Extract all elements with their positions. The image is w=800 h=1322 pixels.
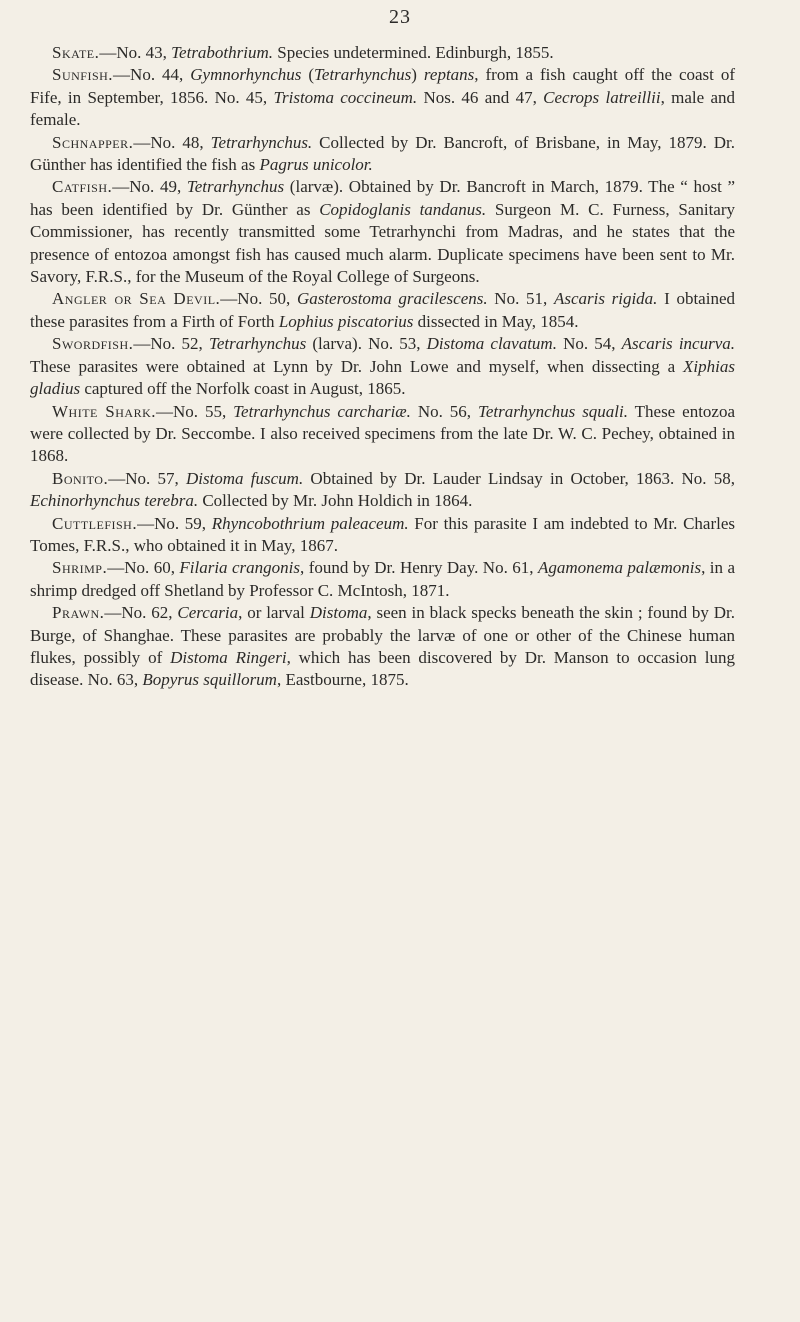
entry-heading: Bonito. [52, 468, 109, 488]
species-name: Gymnorhynchus [190, 65, 302, 85]
entry-text: —No. 48, [133, 132, 211, 152]
entry-text: , which has been discovered by Dr. Manson to occasion lung disease. No. 63, [30, 647, 735, 690]
species-name: Tetrarhynchus [186, 177, 285, 197]
page-number: 23 [389, 6, 411, 28]
entry-text: —No. 57, [108, 468, 186, 488]
entry-text: Species undetermined. Edinburgh, 1855. [273, 43, 554, 62]
species-name: Tetrarhynchus [208, 334, 307, 354]
entry-text: These entozoa were collected by Dr. Seccombe. I also received specimens from the late Dr. W. C. Pechey, obtained in 1868. [30, 401, 736, 466]
species-name: Tristoma coccineum. [273, 87, 418, 107]
entry-text: —No. 52, [133, 334, 209, 354]
entry-heading: Schnapper. [52, 132, 134, 152]
entry-text: —No. 50, [220, 289, 297, 309]
entry-text: , Eastbourne, 1875. [276, 670, 409, 690]
entry-heading: Shrimp. [52, 558, 108, 578]
entry-text: captured off the Norfolk coast in August, 1865. [80, 379, 406, 399]
species-name: Ascaris rigida. [553, 289, 658, 309]
species-name: Distoma fuscum. [185, 468, 304, 488]
species-name: Tetrarhynchus carchariæ. [233, 401, 411, 421]
species-name: Tetrarhynchus squali. [477, 401, 629, 421]
entry-text: No. 56, [410, 401, 478, 421]
species-name: Pagrus unicolor. [259, 155, 373, 175]
entry-text: , found by Dr. Henry Day. No. 61, [300, 558, 538, 578]
entry-heading: Prawn. [52, 603, 105, 623]
species-name: Cecrops latreillii [543, 87, 661, 107]
entry-text: , from a fish caught off the coast of Fife, in September, 1856. No. 45, [30, 65, 735, 107]
entry-angler [30, 288, 735, 333]
entry-heading: White Shark. [52, 401, 157, 421]
species-name: Lophius piscatorius [278, 311, 414, 331]
species-name: Tetrabothrium. [171, 43, 274, 62]
body-text [30, 42, 735, 692]
entry-heading: Swordfish. [52, 334, 134, 354]
entry-text: ( [301, 65, 314, 85]
entry-text: (larva). No. 53, [306, 334, 427, 354]
entry-white-shark [30, 401, 735, 468]
species-name: Distoma Ringeri [170, 647, 287, 667]
entry-text: (larvæ). Obtained by Dr. Bancroft in March, 1879. The “ host ” has been identified by Dr. Günther as [30, 177, 736, 219]
entry-heading: Skate. [52, 43, 100, 62]
entry-text: , seen in black specks beneath the skin ; found by Dr. Burge, of Shanghae. These parasites are probably the larvæ of one or other of the Chinese human flukes, possibly of [30, 603, 735, 667]
species-name: Filaria crangonis [179, 558, 301, 578]
entry-heading: Cuttlefish. [52, 513, 138, 533]
species-name: Echinorhynchus terebra. [30, 491, 199, 511]
entry-text: —No. 60, [107, 558, 180, 578]
species-name: Agamonema palæmonis [537, 558, 702, 578]
entry-text: These parasites were obtained at Lynn by Dr. John Lowe and myself, when dissecting a [30, 356, 684, 376]
entry-sunfish [30, 64, 735, 131]
entry-text: —No. 59, [137, 513, 212, 533]
entry-text: Nos. 46 and 47, [417, 87, 544, 107]
species-name: Distoma [309, 603, 368, 623]
entry-heading: Sunfish. [52, 65, 114, 85]
entry-text: , or larval [238, 603, 310, 623]
species-name: Copidoglanis tandanus. [319, 199, 487, 219]
entry-swordfish [30, 333, 735, 400]
entry-text: dissected in May, 1854. [413, 311, 579, 331]
entry-heading: Angler or Sea Devil. [52, 289, 221, 309]
entry-schnapper [30, 132, 735, 177]
entry-bonito [30, 468, 735, 513]
species-name: Tetrarhynchus. [210, 132, 313, 152]
entry-text: For this parasite I am indebted to Mr. Charles Tomes, F.R.S., who obtained it in May, 1867. [30, 513, 735, 555]
entry-text: Collected by Mr. John Holdich in 1864. [198, 491, 473, 511]
entry-shrimp [30, 557, 735, 602]
species-name: Bopyrus squillorum [142, 670, 277, 690]
species-name: Rhyncobothrium paleaceum. [211, 513, 409, 533]
entry-text: —No. 43, [99, 43, 172, 62]
entry-text: No. 51, [487, 289, 554, 309]
entry-text: , male and female. [30, 87, 736, 130]
entry-text: Surgeon M. C. Furness, Sanitary Commissioner, has recently transmitted some Tetrarhynchi from Madras, and he states that the presence of entozoa amongst fish has caused much alarm. Duplicate specimens have been sent to Mr. Savory, F.R.S., for the Museum of the Royal College of Surgeons. [30, 199, 736, 287]
entry-text: Collected by Dr. Bancroft, of Brisbane, in May, 1879. Dr. Günther has identified the fish as [30, 132, 735, 175]
species-name: Xiphias gladius [30, 356, 735, 399]
entry-text: —No. 44, [113, 65, 191, 85]
entry-heading: Catfish. [52, 177, 113, 197]
entry-text: —No. 55, [156, 401, 234, 421]
species-name: Distoma clavatum. [426, 334, 557, 354]
entry-catfish [30, 176, 735, 288]
species-name: reptans [423, 65, 475, 85]
species-name: Tetrarhynchus [314, 65, 412, 85]
entry-cuttlefish [30, 513, 735, 558]
entry-text: ) [411, 65, 424, 85]
species-name: Ascaris incurva. [621, 334, 735, 354]
entry-text: —No. 62, [104, 603, 178, 623]
entry-text: Obtained by Dr. Lauder Lindsay in October, 1863. No. 58, [303, 468, 736, 488]
entry-skate [30, 42, 735, 64]
entry-prawn [30, 602, 735, 692]
entry-text: No. 54, [556, 334, 622, 354]
species-name: Cercaria [177, 603, 239, 623]
entry-text: —No. 49, [112, 177, 187, 197]
entry-text: I obtained these parasites from a Firth of Forth [30, 289, 735, 331]
entry-text: , in a shrimp dredged off Shetland by Professor C. McIntosh, 1871. [30, 558, 735, 600]
species-name: Gasterostoma gracilescens. [296, 289, 488, 309]
